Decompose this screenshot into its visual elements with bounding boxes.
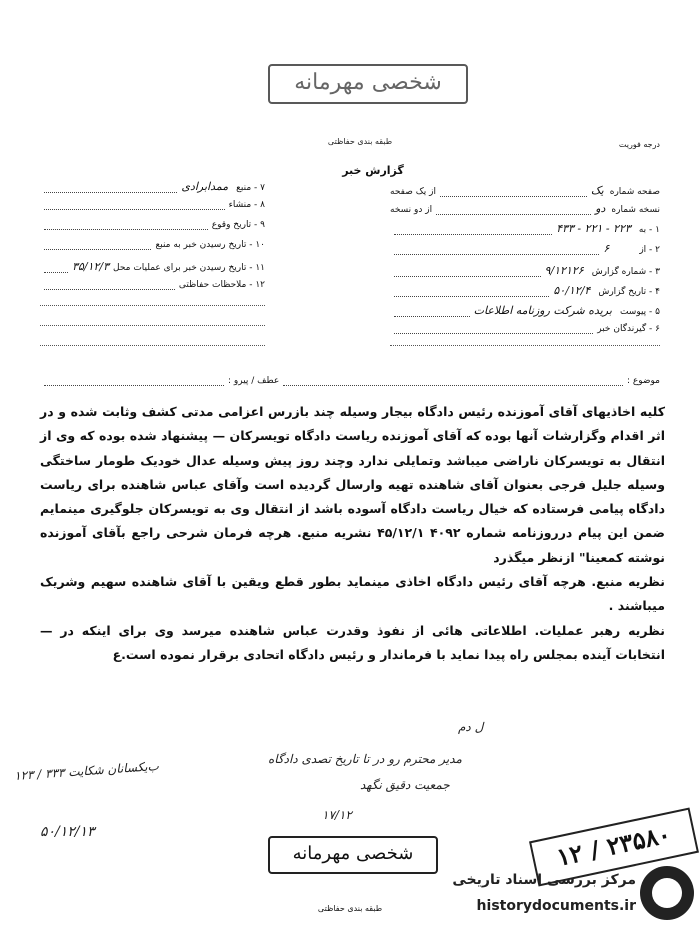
blank-line bbox=[40, 345, 265, 346]
watermark-logo-icon bbox=[640, 866, 694, 920]
classification-label-bottom: طبقه بندی حفاظتی bbox=[317, 904, 383, 913]
field-source: ۷ - منبع ممدابرادی bbox=[40, 180, 265, 193]
field-report-date: ۴ - تاریخ گزارش ۵۰/۱۲/۴ bbox=[390, 284, 660, 297]
field-origin: ۸ - منشاء bbox=[40, 200, 265, 210]
urgency-label: درجه فوریت bbox=[618, 140, 660, 149]
handwritten-note-line1: مدیر محترم رو در تا تاریخ تصدی دادگاه bbox=[268, 752, 462, 766]
watermark-text-fa: مرکز بررسی اسناد تاریخی bbox=[452, 872, 636, 888]
field-copy-number: نسخه شماره دو از دو نسخه bbox=[390, 202, 660, 215]
field-to: ۱ - به ۲۲۳ - ۲۲۱ - ۴۳۳ bbox=[390, 222, 660, 235]
field-report-number: ۳ - شماره گزارش ۹/۱۲۱۲۶ bbox=[390, 264, 660, 277]
initial-signature: ل دم bbox=[458, 720, 484, 734]
blank-line bbox=[390, 345, 660, 346]
field-news-date-operations: ۱۱ - تاریخ رسیدن خبر برای عملیات محل ۳۵/۱۲/۳ bbox=[40, 260, 265, 273]
classification-stamp-top: شخصی مهرمانه bbox=[268, 64, 468, 104]
handwritten-note-line2: جمعیت دقیق نگهد bbox=[360, 778, 450, 792]
field-occurrence-date: ۹ - تاریخ وقوع bbox=[40, 220, 265, 230]
left-handwritten-signature: ب‌یکسانان شکایت ۳۳۳ / ۱۲۳ bbox=[13, 758, 160, 784]
field-page-number: صفحه شماره یک از یک صفحه bbox=[390, 184, 660, 197]
field-news-date-source: ۱۰ - تاریخ رسیدن خبر به منبع bbox=[40, 240, 265, 250]
blank-line bbox=[40, 325, 265, 326]
classification-stamp-bottom: شخصی مهرمانه bbox=[268, 836, 438, 874]
watermark-text-en: historydocuments.ir bbox=[476, 898, 636, 914]
classification-label-top: طبقه بندی حفاظتی bbox=[327, 137, 393, 146]
field-attachment: ۵ - پیوست بریده شرکت روزنامه اطلاعات bbox=[390, 304, 660, 317]
body-paragraph: نظریه منبع. هرچه آقای رئیس دادگاه اخاذی مینماید بطور قطع ویقین با آقای شاهنده سهیم وشریک میباشند . bbox=[40, 574, 665, 614]
body-paragraph: نظریه رهبر عملیات. اطلاعاتی هائی از نفوذ وقدرت عباس شاهنده میرسد وی برای اینکه در — انتخابات آینده بمجلس راه پیدا نماید با فرماندار و رئیس دادگاه اتحادی برقرار نموده است.ع bbox=[40, 622, 665, 662]
registration-number-stamp: ۲۳۵۸۰ / ۱۲ bbox=[529, 807, 699, 886]
body-paragraph: کلیه اخاذیهای آقای آموزنده رئیس دادگاه بیجار وسیله چند بازرس اعزامی مدتی کشف وثابت شده و در اثر اقدام وگزارشات آنها بوده که آقای آموزنده ریاست دادگاه تویسرکان — پیشنهاد شده بوده که وی از انتقال به تویسرکان ناراضی میباشد وتمایلی ندارد وچند روز پیش وسیله عدال خودیک طومار ساختگی وسیله جلیل فرجی بعنوان آقای شاهنده تهیه وارسال گردیده است وآقای عباس شاهنده برای ریاست دادگاه پیامی فرستاده که خیال ریاست دادگاه آسوده باشد از انتقال وی به تویسرکان جلوگیری مینمایم ضمن این پیام درروزنامه شماره ۴۰۹۲ ۴۵/۱۲/۱ نشریه منبع. هرچه فرمان شرحی راجع بآقای آموزنده نوشته کمعینا" ازنظر میگذرد bbox=[40, 404, 665, 565]
field-recipients: ۶ - گیرندگان خبر bbox=[390, 324, 660, 334]
report-title: گزارش خبر bbox=[342, 164, 404, 177]
watermark bbox=[452, 862, 700, 932]
left-handwritten-date: ۵۰/۱۲/۱۳ bbox=[40, 824, 95, 840]
field-from: ۲ - از ۶ bbox=[390, 242, 660, 255]
field-security-notes: ۱۲ - ملاحظات حفاظتی bbox=[40, 280, 265, 290]
date-mark: ۱۷/۱۲ bbox=[322, 808, 352, 822]
subject-row: موضوع : عطف / پیرو : bbox=[40, 376, 660, 386]
report-body bbox=[40, 400, 665, 667]
blank-line bbox=[40, 305, 265, 306]
